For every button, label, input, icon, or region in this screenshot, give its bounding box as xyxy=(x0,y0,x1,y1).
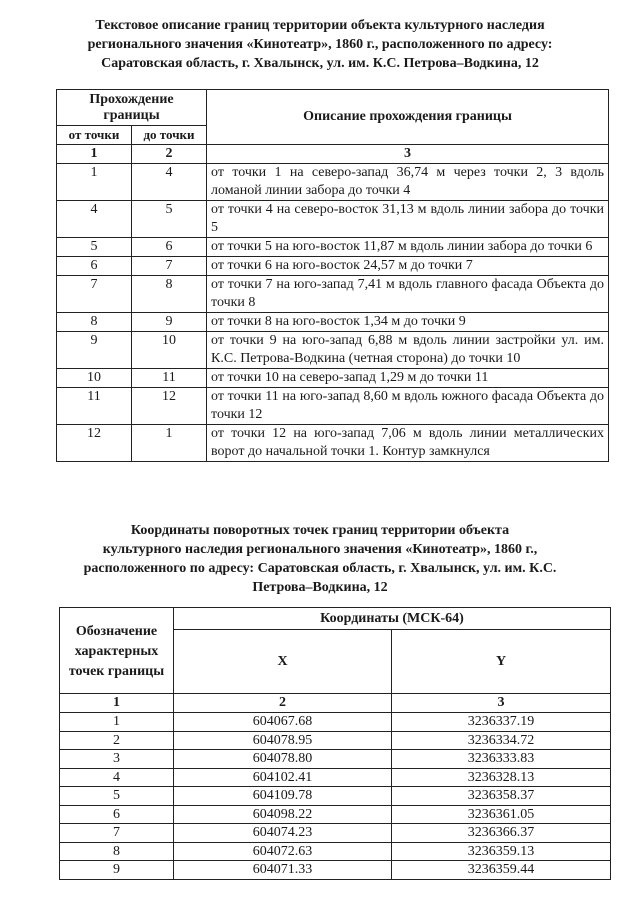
table-row xyxy=(60,842,611,861)
table-row xyxy=(57,257,609,276)
table-row xyxy=(60,768,611,787)
to-point: 1 xyxy=(132,425,207,462)
column-number: 1 xyxy=(57,145,132,164)
boundary-description: от точки 8 на юго-восток 1,34 м до точки 9 xyxy=(207,313,609,332)
table-row xyxy=(60,861,611,880)
boundary-description: от точки 1 на северо-запад 36,74 м через точки 2, 3 вдоль ломаной линии забора до точки 4 xyxy=(207,164,609,201)
boundary-description-table xyxy=(56,89,609,462)
coordinate-x: 604078.80 xyxy=(174,750,392,769)
to-point: 10 xyxy=(132,332,207,369)
to-point: 8 xyxy=(132,276,207,313)
to-point: 9 xyxy=(132,313,207,332)
from-point: 11 xyxy=(57,388,132,425)
header-x: X xyxy=(174,630,392,694)
point-number: 3 xyxy=(60,750,174,769)
coordinate-y: 3236333.83 xyxy=(392,750,611,769)
from-point: 9 xyxy=(57,332,132,369)
header-description: Описание прохождения границы xyxy=(207,90,609,145)
table-row xyxy=(57,276,609,313)
to-point: 6 xyxy=(132,238,207,257)
from-point: 4 xyxy=(57,201,132,238)
boundary-description: от точки 9 на юго-запад 6,88 м вдоль линии застройки ул. им. К.С. Петрова-Водкина (четная сторона) до точки 10 xyxy=(207,332,609,369)
boundary-description: от точки 7 на юго-запад 7,41 м вдоль главного фасада Объекта до точки 8 xyxy=(207,276,609,313)
point-number: 4 xyxy=(60,768,174,787)
coordinate-x: 604067.68 xyxy=(174,713,392,732)
coordinate-y: 3236337.19 xyxy=(392,713,611,732)
table-row xyxy=(57,238,609,257)
point-number: 9 xyxy=(60,861,174,880)
table-row xyxy=(60,824,611,843)
table-row xyxy=(57,388,609,425)
coordinate-y: 3236359.13 xyxy=(392,842,611,861)
boundary-description: от точки 6 на юго-восток 24,57 м до точки 7 xyxy=(207,257,609,276)
table-row xyxy=(60,713,611,732)
table-row xyxy=(57,164,609,201)
boundary-description: от точки 4 на северо-восток 31,13 м вдоль линии забора до точки 5 xyxy=(207,201,609,238)
title-line: Текстовое описание границ территории объекта культурного наследия xyxy=(95,18,545,33)
coordinate-y: 3236328.13 xyxy=(392,768,611,787)
column-number: 2 xyxy=(174,694,392,713)
title-line: регионального значения «Кинотеатр», 1860 г., расположенного по адресу: xyxy=(87,37,553,52)
point-number: 7 xyxy=(60,824,174,843)
coordinate-x: 604074.23 xyxy=(174,824,392,843)
coordinate-x: 604078.95 xyxy=(174,731,392,750)
coordinate-x: 604109.78 xyxy=(174,787,392,806)
table-row xyxy=(57,332,609,369)
column-number: 1 xyxy=(60,694,174,713)
point-number: 2 xyxy=(60,731,174,750)
table-row xyxy=(57,369,609,388)
point-number: 5 xyxy=(60,787,174,806)
table-row xyxy=(60,731,611,750)
to-point: 12 xyxy=(132,388,207,425)
title-line: расположенного по адресу: Саратовская область, г. Хвалынск, ул. им. К.С. xyxy=(83,561,557,576)
title-line: Координаты поворотных точек границ территории объекта xyxy=(130,523,510,538)
to-point: 4 xyxy=(132,164,207,201)
coordinates-table xyxy=(59,607,611,880)
from-point: 1 xyxy=(57,164,132,201)
coordinate-x: 604102.41 xyxy=(174,768,392,787)
from-point: 6 xyxy=(57,257,132,276)
boundary-description: от точки 10 на северо-запад 1,29 м до точки 11 xyxy=(207,369,609,388)
coordinate-y: 3236358.37 xyxy=(392,787,611,806)
title-line: культурного наследия регионального значения «Кинотеатр», 1860 г., xyxy=(102,542,538,557)
column-number: 3 xyxy=(207,145,609,164)
from-point: 5 xyxy=(57,238,132,257)
from-point: 10 xyxy=(57,369,132,388)
coordinate-y: 3236366.37 xyxy=(392,824,611,843)
boundary-description: от точки 5 на юго-восток 11,87 м вдоль линии забора до точки 6 xyxy=(207,238,609,257)
table-row xyxy=(57,313,609,332)
boundary-description: от точки 11 на юго-запад 8,60 м вдоль южного фасада Объекта до точки 12 xyxy=(207,388,609,425)
from-point: 8 xyxy=(57,313,132,332)
table-row xyxy=(60,750,611,769)
column-number: 3 xyxy=(392,694,611,713)
coordinate-x: 604098.22 xyxy=(174,805,392,824)
header-coordinates: Координаты (МСК-64) xyxy=(174,608,611,630)
coordinate-y: 3236334.72 xyxy=(392,731,611,750)
coordinate-x: 604071.33 xyxy=(174,861,392,880)
table-row xyxy=(60,787,611,806)
to-point: 11 xyxy=(132,369,207,388)
boundary-description: от точки 12 на юго-запад 7,06 м вдоль линии металлических ворот до начальной точки 1. Контур замкнулся xyxy=(207,425,609,462)
point-number: 1 xyxy=(60,713,174,732)
coordinate-y: 3236359.44 xyxy=(392,861,611,880)
coordinate-y: 3236361.05 xyxy=(392,805,611,824)
table-row xyxy=(60,805,611,824)
title-line: Саратовская область, г. Хвалынск, ул. им. К.С. Петрова–Водкина, 12 xyxy=(101,56,539,71)
header-y: Y xyxy=(392,630,611,694)
point-number: 8 xyxy=(60,842,174,861)
coordinate-x: 604072.63 xyxy=(174,842,392,861)
column-number: 2 xyxy=(132,145,207,164)
from-point: 7 xyxy=(57,276,132,313)
table-row xyxy=(57,201,609,238)
boundary-description-title xyxy=(0,16,640,73)
header-to-point: до точки xyxy=(132,126,207,145)
to-point: 7 xyxy=(132,257,207,276)
from-point: 12 xyxy=(57,425,132,462)
table-row xyxy=(57,425,609,462)
point-number: 6 xyxy=(60,805,174,824)
coordinates-title xyxy=(0,521,640,597)
header-boundary-passage: Прохождение границы xyxy=(57,90,207,126)
header-characteristic-points: Обозначение характерных точек границы xyxy=(60,608,174,694)
header-from-point: от точки xyxy=(57,126,132,145)
title-line: Петрова–Водкина, 12 xyxy=(252,580,388,595)
to-point: 5 xyxy=(132,201,207,238)
